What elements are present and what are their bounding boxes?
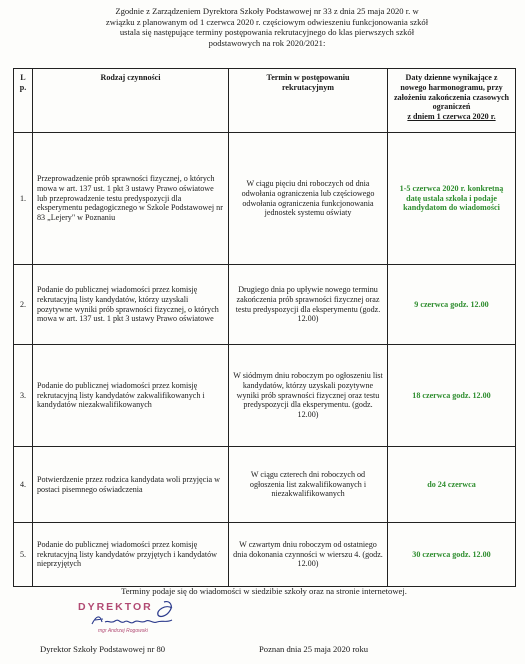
table-row [14,265,516,345]
row-lp: 5. [14,523,33,587]
signer-title: Dyrektor Szkoły Podstawowej nr 80 [40,644,166,654]
row-lp: 1. [14,133,33,265]
table-row [14,523,516,587]
intro-line: podstawowych na rok 2020/2021: [208,37,326,48]
row-activity: Przeprowadzenie prób sprawności fizycznej, o których mowa w art. 137 ust. 1 pkt 3 ustawy Prawo oświatowe lub przeprowadzenie testu predyspozycji dla eksperymentu pedagogicznego w Szkole Podstawowej nr 83 „Lejery" w Poznaniu [33,133,229,265]
intro-paragraph [52,6,482,48]
row-deadline: W czwartym dniu roboczym od ostatniego dnia dokonania czynności w wierszu 4. (godz. 12.00) [229,523,388,587]
row-lp: 2. [14,265,33,345]
intro-line: ustala się następujące terminy postępowania rekrutacyjnego do klas pierwszych szkół [119,27,415,38]
table-row [14,133,516,265]
director-stamp-title: DYREKTOR [78,601,153,613]
row-dates: 1-5 czerwca 2020 r. konkretną datę ustala szkoła i podaje kandydatom do wiadomości [388,133,516,265]
table-header-row [14,69,516,133]
row-lp: 4. [14,447,33,523]
header-dates-underlined: z dniem 1 czerwca 2020 r. [407,112,496,122]
intro-line: Zgodnie z Zarządzeniem Dyrektora Szkoły Podstawowej nr 33 z dnia 25 maja 2020 r. w [115,6,419,16]
header-dates [388,69,516,133]
row-activity: Podanie do publicznej wiadomości przez komisję rekrutacyjną listy kandydatów zakwalifikowanych i kandydatów niezakwalifikowanych [33,345,229,447]
row-deadline: Drugiego dnia po upływie nowego terminu zakończenia prób sprawności fizycznej oraz testu predyspozycji dla eksperymentu (godz. 12.00) [229,265,388,345]
table-row [14,345,516,447]
table-row [14,447,516,523]
row-dates: 30 czerwca godz. 12.00 [388,523,516,587]
footer-note: Terminy podaje się do wiadomości w siedzibie szkoły oraz na stronie internetowej. [121,586,407,596]
row-dates: do 24 czerwca [388,447,516,523]
row-lp: 3. [14,345,33,447]
place-and-date: Poznan dnia 25 maja 2020 roku [259,644,369,654]
row-activity: Podanie do publicznej wiadomości przez komisję rekrutacyjną listy kandydatów przyjętych i kandydatów nieprzyjętych [33,523,229,587]
header-activity: Rodzaj czynności [33,69,229,133]
intro-line: związku z planowanym od 1 czerwca 2020 r. częściowym odwieszeniu funkcjonowania szkół [105,16,429,27]
header-deadline: Termin w postępowaniu rekrutacyjnym [229,69,388,133]
recruitment-schedule-table [13,68,516,587]
row-dates: 9 czerwca godz. 12.00 [388,265,516,345]
row-dates: 18 czerwca godz. 12.00 [388,345,516,447]
row-deadline: W siódmym dniu roboczym po ogłoszeniu list kandydatów, którzy uzyskali pozytywne wyniki prób sprawności fizycznej oraz testu predyspozycji dla eksperymentu. (godz. 12.00) [229,345,388,447]
header-lp: L p. [14,69,33,133]
header-dates-main: Daty dzienne wynikające z nowego harmonogramu, przy założeniu zakończenia czasowych ograniczeń [393,73,510,112]
row-deadline: W ciągu pięciu dni roboczych od dnia odwołania ograniczenia lub częściowego odwołania ograniczenia funkcjonowania jednostek systemu oświaty [229,133,388,265]
row-deadline: W ciągu czterech dni roboczych od ogłoszenia list zakwalifikowanych i niezakwalifikowanych [229,447,388,523]
row-activity: Podanie do publicznej wiadomości przez komisję rekrutacyjną listy kandydatów, którzy uzyskali pozytywne wyniki prób sprawności fizycznej, o których mowa w art. 137 ust. 1 pkt 3 ustawy Prawo oświatowe [33,265,229,345]
row-activity: Potwierdzenie przez rodzica kandydata woli przyjęcia w postaci pisemnego oświadczenia [33,447,229,523]
director-stamp-name: mgr Andrzej Rogowski [98,628,148,634]
handwritten-signature-icon [86,598,206,632]
